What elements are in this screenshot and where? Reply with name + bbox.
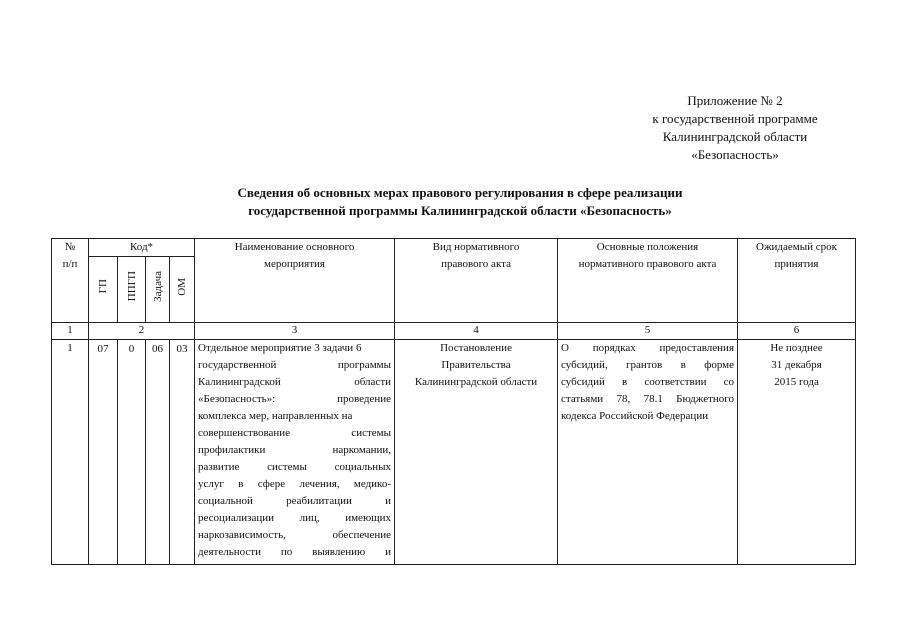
text-line: субсидий, грантов в форме <box>561 359 735 371</box>
header-text: Наименование основного <box>234 241 355 253</box>
column-number: 6 <box>738 323 856 340</box>
header-text: п/п <box>62 258 78 270</box>
header-vertical-text: ГП <box>97 279 109 294</box>
text-line: деятельности по выявлению и <box>198 546 392 558</box>
cell-no: 1 <box>52 340 89 565</box>
header-text: Основные положения <box>596 241 699 253</box>
text-line: Не позднее <box>770 342 823 354</box>
cell-ppgp: 0 <box>118 340 146 565</box>
text-line: Отдельное мероприятие 3 задачи 6 <box>198 342 362 354</box>
cell-provisions <box>558 340 738 565</box>
appendix-line: «Безопасность» <box>691 147 779 162</box>
header-text: № <box>64 241 76 253</box>
header-text: нормативного правового акта <box>578 258 717 270</box>
text-line: Правительства <box>441 359 511 371</box>
text-line: развитие системы социальных <box>198 461 392 473</box>
header-code-ppgp <box>118 257 146 323</box>
appendix-caption <box>600 92 870 164</box>
text-line: профилактики наркомании, <box>198 444 392 456</box>
text-line: 31 декабря <box>771 359 822 371</box>
text-line: Калининградской области <box>198 376 392 388</box>
header-vertical-text: ППГП <box>125 271 138 302</box>
header-vertical-text: ОМ <box>176 277 188 296</box>
header-text: Ожидаемый срок <box>756 241 838 253</box>
text-line: услуг в сфере лечения, медико- <box>198 478 392 490</box>
column-number-row <box>52 323 856 340</box>
regulation-table <box>51 238 856 565</box>
text-line: статьями 78, 78.1 Бюджетного <box>561 393 735 405</box>
header-provisions <box>558 239 738 323</box>
header-code-gp <box>89 257 118 323</box>
column-number: 5 <box>558 323 738 340</box>
appendix-line: к государственной программе <box>652 111 818 126</box>
column-number: 1 <box>52 323 89 340</box>
title-line: государственной программы Калининградской области «Безопасность» <box>248 203 672 218</box>
header-act-type <box>395 239 558 323</box>
cell-deadline <box>738 340 856 565</box>
text-line: социальной реабилитации и <box>198 495 392 507</box>
header-text: Вид нормативного <box>432 241 520 253</box>
text-line: наркозависимость, обеспечение <box>198 529 392 541</box>
text-line: государственной программы <box>198 359 392 371</box>
text-line: «Безопасность»: проведение <box>198 393 392 405</box>
header-code-om <box>170 257 195 323</box>
text-line: кодекса Российской Федерации <box>561 410 709 422</box>
header-text: принятия <box>774 258 819 270</box>
text-line: 2015 года <box>774 376 819 388</box>
text-line: Постановление <box>440 342 512 354</box>
header-vertical-text: Задача <box>151 271 164 302</box>
header-name <box>195 239 395 323</box>
text-line: субсидий в соответствии со <box>561 376 735 388</box>
header-text: правового акта <box>441 258 511 270</box>
column-number: 3 <box>195 323 395 340</box>
appendix-line: Приложение № 2 <box>687 93 783 108</box>
text-line: Калининградской области <box>414 376 538 388</box>
column-number: 4 <box>395 323 558 340</box>
table-row <box>52 340 856 565</box>
document-title <box>150 184 770 220</box>
header-no <box>52 239 89 323</box>
title-line: Сведения об основных мерах правового регулирования в сфере реализации <box>237 185 683 200</box>
column-number: 2 <box>89 323 195 340</box>
text-line: О порядках предоставления <box>561 342 735 354</box>
header-code-task <box>146 257 170 323</box>
header-text: мероприятия <box>264 258 325 270</box>
header-deadline <box>738 239 856 323</box>
text-line: совершенствование системы <box>198 427 392 439</box>
cell-measure-name <box>195 340 395 565</box>
appendix-line: Калининградской области <box>662 129 808 144</box>
header-row <box>52 239 856 257</box>
text-line: ресоциализации лиц, имеющих <box>198 512 392 524</box>
cell-task: 06 <box>146 340 170 565</box>
header-code: Код* <box>89 239 195 257</box>
cell-gp: 07 <box>89 340 118 565</box>
text-line: комплекса мер, направленных на <box>198 410 353 422</box>
cell-act-type <box>395 340 558 565</box>
cell-om: 03 <box>170 340 195 565</box>
